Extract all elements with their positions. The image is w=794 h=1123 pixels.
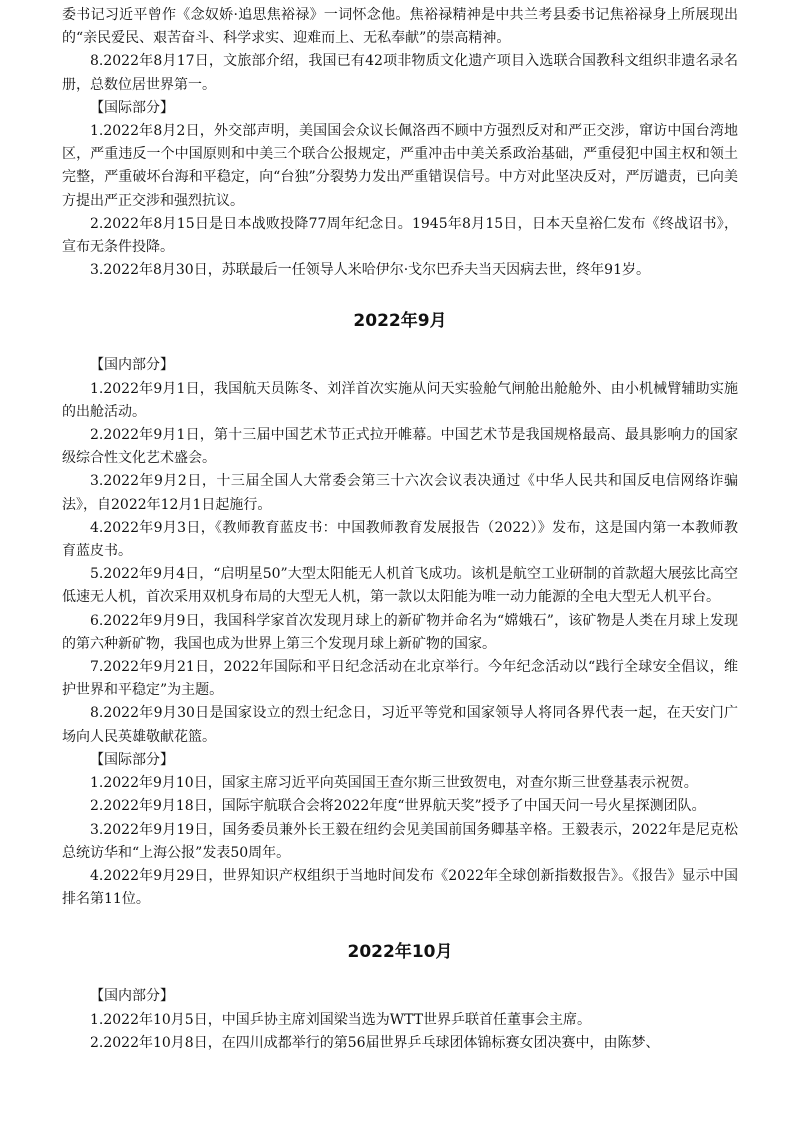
aug-domestic-item-8: 8.2022年8月17日，文旅部介绍，我国已有42项非物质文化遗产项目入选联合国教科文组织非遗名录名册，总数位居世界第一。 [62, 53, 738, 93]
sep-domestic-item-3: 3.2022年9月2日，十三届全国人大常委会第三十六次会议表决通过《中华人民共和国反电信网络诈骗法》，自2022年12月1日起施行。 [62, 473, 738, 513]
sep-domestic-item-2: 2.2022年9月1日，第十三届中国艺术节正式拉开帷幕。中国艺术节是我国规格最高、最具影响力的国家级综合性文化艺术盛会。 [62, 427, 738, 467]
sep-domestic-item-6: 6.2022年9月9日，我国科学家首次发现月球上的新矿物并命名为“嫦娥石”，该矿物是人类在月球上发现的第六种新矿物，我国也成为世界上第三个发现月球上新矿物的国家。 [62, 612, 738, 652]
sep-intl-item-4: 4.2022年9月29日，世界知识产权组织于当地时间发布《2022年全球创新指数报告》。《报告》显示中国排名第11位。 [62, 867, 738, 908]
aug-intl-item-3: 3.2022年8月30日，苏联最后一任领导人米哈伊尔·戈尔巴乔夫当天因病去世，终年91岁。 [90, 262, 650, 279]
sep-domestic-item-8: 8.2022年9月30日是国家设立的烈士纪念日，习近平等党和国家领导人将同各界代表一起，在天安门广场向人民英雄敬献花篮。 [62, 705, 738, 745]
oct-domestic-item-1: 1.2022年10月5日，中国乒协主席刘国梁当选为WTT世界乒联首任董事会主席。 [90, 1011, 592, 1028]
sep-intl-item-3: 3.2022年9月19日，国务委员兼外长王毅在纽约会见美国前国务卿基辛格。王毅表示，2022年是尼克松总统访华和“上海公报”发表50周年。 [62, 821, 738, 861]
aug-intl-item-1: 1.2022年8月2日，外交部声明，美国国会众议长佩洛西不顾中方强烈反对和严正交涉，窜访中国台湾地区，严重违反一个中国原则和中美三个联合公报规定，严重冲击中美关系政治基础，严重侵犯中国主权和领土完整，严重破坏台海和平稳定，向“台独”分裂势力发出严重错误信号。中方对此坚决反对，严厉谴责，已向美方提出严正交涉和强烈抗议。 [62, 123, 738, 209]
oct-heading: 2022年10月 [347, 942, 453, 963]
sep-intl-item-1: 1.2022年9月10日，国家主席习近平向英国国王查尔斯三世致贺电，对查尔斯三世登基表示祝贺。 [90, 775, 698, 792]
sep-domestic-item-5: 5.2022年9月4日，“启明星50”大型太阳能无人机首飞成功。该机是航空工业研制的首款超大展弦比高空低速无人机，首次采用双机身布局的大型无人机，第一款以太阳能为唯一动力能源的全电大型无人机平台。 [62, 566, 738, 606]
sep-intl-item-2: 2.2022年9月18日，国际宇航联合会将2022年度“世界航天奖”授予了中国天问一号火星探测团队。 [90, 798, 706, 815]
sep-domestic-item-1: 1.2022年9月1日，我国航天员陈冬、刘洋首次实施从问天实验舱气闸舱出舱舱外、由小机械臂辅助实施的出舱活动。 [62, 380, 738, 420]
aug-intl-item-2: 2.2022年8月15日是日本战败投降77周年纪念日。1945年8月15日，日本天皇裕仁发布《终战诏书》，宣布无条件投降。 [62, 215, 738, 256]
sep-intl-label: 【国际部分】 [90, 751, 174, 768]
aug-intl-label: 【国际部分】 [90, 99, 174, 116]
document-page [62, 4, 738, 1055]
sep-domestic-item-7: 7.2022年9月21日，2022年国际和平日纪念活动在北京举行。今年纪念活动以“践行全球安全倡议，维护世界和平稳定”为主题。 [62, 659, 738, 699]
sep-heading: 2022年9月 [353, 311, 447, 332]
continued-paragraph: 委书记习近平曾作《念奴娇·追思焦裕禄》一词怀念他。焦裕禄精神是中共兰考县委书记焦裕禄身上所展现出的“亲民爱民、艰苦奋斗、科学求实、迎难而上、无私奉献”的崇高精神。 [62, 7, 738, 47]
sep-domestic-label: 【国内部分】 [90, 357, 174, 374]
oct-domestic-label: 【国内部分】 [90, 988, 174, 1005]
oct-domestic-item-2: 2.2022年10月8日，在四川成都举行的第56届世界乒乓球团体锦标赛女团决赛中，由陈梦、 [90, 1034, 660, 1051]
sep-domestic-item-4: 4.2022年9月3日，《教师教育蓝皮书：中国教师教育发展报告（2022）》发布，这是国内第一本教师教育蓝皮书。 [62, 519, 738, 560]
